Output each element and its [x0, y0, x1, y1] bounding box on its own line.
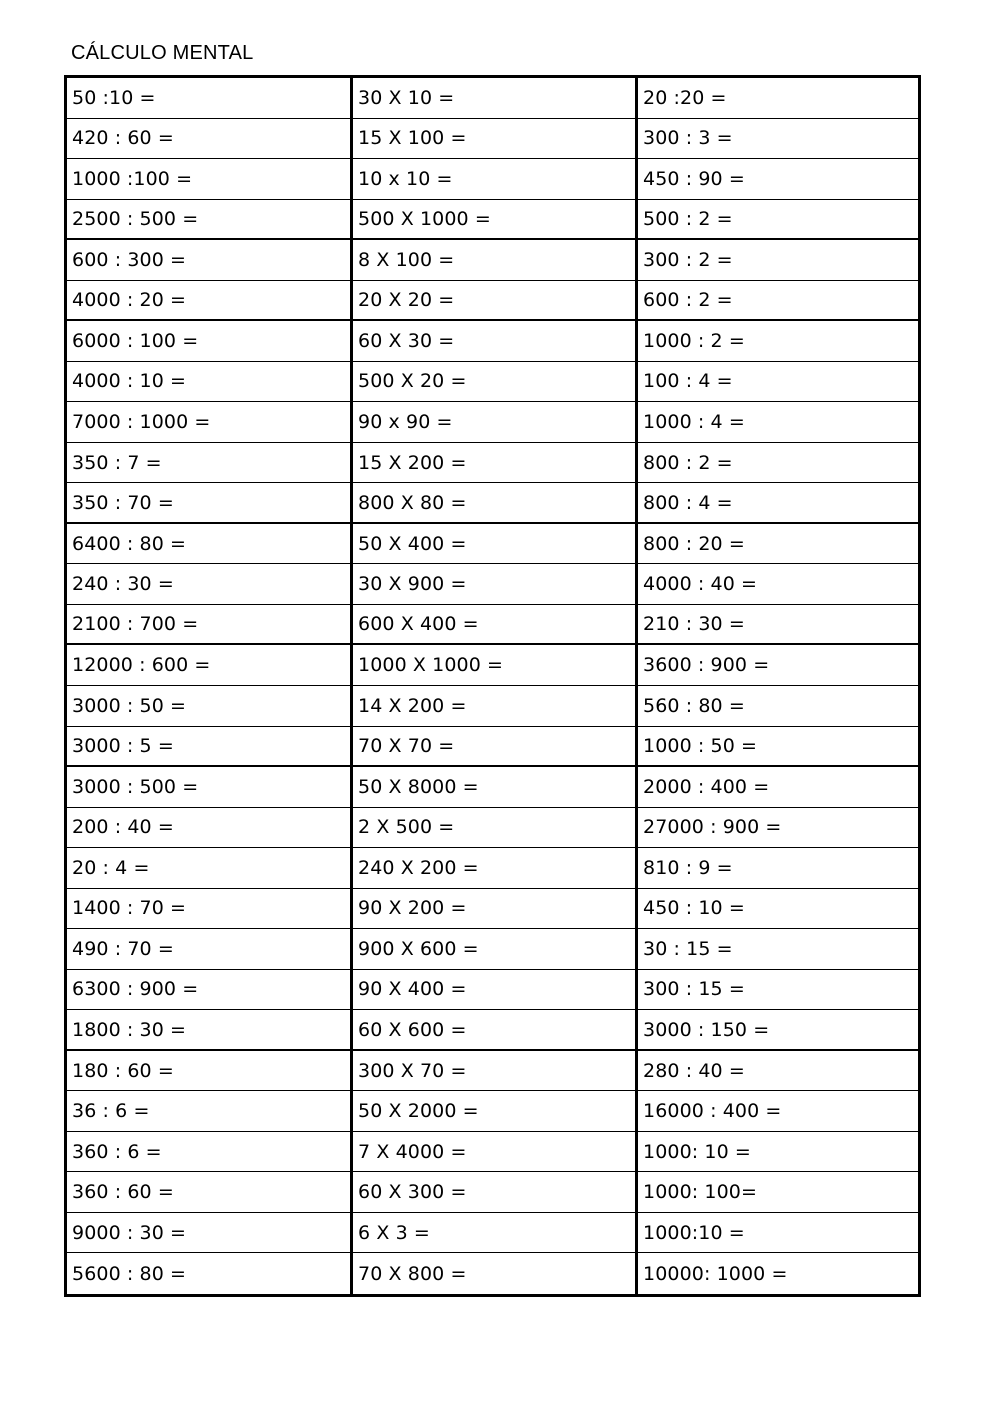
exercise-cell: 90 X 200 = — [353, 889, 635, 930]
exercise-cell: 6300 : 900 = — [67, 970, 350, 1011]
exercise-cell: 6 X 3 = — [353, 1213, 635, 1254]
exercise-table — [64, 75, 921, 1297]
exercise-cell: 20 : 4 = — [67, 848, 350, 889]
exercise-cell: 8 X 100 = — [353, 240, 635, 281]
exercise-cell: 1000: 100= — [638, 1172, 921, 1213]
exercise-cell: 60 X 30 = — [353, 321, 635, 362]
exercise-cell: 6400 : 80 = — [67, 524, 350, 565]
exercise-cell: 1000:10 = — [638, 1213, 921, 1254]
exercise-cell: 50 X 8000 = — [353, 767, 635, 808]
exercise-cell: 350 : 7 = — [67, 443, 350, 484]
exercise-cell: 450 : 10 = — [638, 889, 921, 930]
exercise-cell: 3000 : 50 = — [67, 686, 350, 727]
exercise-cell: 30 X 10 = — [353, 78, 635, 119]
exercise-cell: 810 : 9 = — [638, 848, 921, 889]
exercise-cell: 600 : 2 = — [638, 281, 921, 322]
exercise-cell: 100 : 4 = — [638, 362, 921, 403]
exercise-cell: 70 X 800 = — [358, 1262, 467, 1285]
exercise-cell: 27000 : 900 = — [638, 808, 921, 849]
exercise-cell: 1000 : 4 = — [638, 402, 921, 443]
exercise-cell: 360 : 60 = — [67, 1172, 350, 1213]
exercise-cell: 4000 : 40 = — [638, 564, 921, 605]
exercise-cell: 2100 : 700 = — [67, 605, 350, 646]
exercise-cell: 60 X 600 = — [353, 1010, 635, 1051]
exercise-cell: 900 X 600 = — [353, 929, 635, 970]
exercise-cell: 560 : 80 = — [638, 686, 921, 727]
exercise-cell: 7000 : 1000 = — [67, 402, 350, 443]
exercise-cell: 1000 :100 = — [67, 159, 350, 200]
page-title: CÁLCULO MENTAL — [71, 42, 254, 64]
exercise-cell: 240 : 30 = — [67, 564, 350, 605]
exercise-cell: 600 X 400 = — [353, 605, 635, 646]
exercise-cell: 2500 : 500 = — [67, 200, 350, 241]
exercise-cell: 60 X 300 = — [353, 1172, 635, 1213]
exercise-cell: 4000 : 10 = — [67, 362, 350, 403]
exercise-cell: 20 X 20 = — [353, 281, 635, 322]
exercise-cell: 50 X 2000 = — [353, 1091, 635, 1132]
exercise-cell: 10000: 1000 = — [643, 1262, 788, 1285]
exercise-cell: 300 : 2 = — [638, 240, 921, 281]
exercise-cell: 4000 : 20 = — [67, 281, 350, 322]
exercise-cell: 14 X 200 = — [353, 686, 635, 727]
exercise-cell: 50 :10 = — [67, 78, 350, 119]
exercise-cell: 800 : 4 = — [638, 483, 921, 524]
exercise-cell: 9000 : 30 = — [67, 1213, 350, 1254]
exercise-cell: 70 X 70 = — [353, 727, 635, 768]
exercise-cell: 10 x 10 = — [353, 159, 635, 200]
exercise-cell: 240 X 200 = — [353, 848, 635, 889]
exercise-cell: 300 : 3 = — [638, 119, 921, 160]
exercise-cell: 500 X 20 = — [353, 362, 635, 403]
exercise-cell: 30 : 15 = — [638, 929, 921, 970]
exercise-cell: 16000 : 400 = — [638, 1091, 921, 1132]
exercise-cell: 3000 : 5 = — [67, 727, 350, 768]
exercise-cell: 800 X 80 = — [353, 483, 635, 524]
exercise-cell: 1000 : 50 = — [638, 727, 921, 768]
exercise-cell: 2000 : 400 = — [638, 767, 921, 808]
exercise-cell: 3600 : 900 = — [638, 645, 921, 686]
exercise-cell: 6000 : 100 = — [67, 321, 350, 362]
exercise-cell: 12000 : 600 = — [67, 645, 350, 686]
exercise-cell: 7 X 4000 = — [353, 1132, 635, 1173]
exercise-cell: 360 : 6 = — [67, 1132, 350, 1173]
exercise-cell: 600 : 300 = — [67, 240, 350, 281]
exercise-cell: 420 : 60 = — [67, 119, 350, 160]
exercise-cell: 500 : 2 = — [638, 200, 921, 241]
exercise-cell: 2 X 500 = — [353, 808, 635, 849]
exercise-cell: 15 X 200 = — [353, 443, 635, 484]
exercise-cell: 210 : 30 = — [638, 605, 921, 646]
exercise-cell: 90 X 400 = — [353, 970, 635, 1011]
exercise-cell: 800 : 20 = — [638, 524, 921, 565]
exercise-cell: 200 : 40 = — [67, 808, 350, 849]
exercise-cell: 450 : 90 = — [638, 159, 921, 200]
exercise-cell: 15 X 100 = — [353, 119, 635, 160]
exercise-cell: 20 :20 = — [638, 78, 921, 119]
exercise-cell: 300 : 15 = — [638, 970, 921, 1011]
exercise-cell: 490 : 70 = — [67, 929, 350, 970]
exercise-cell: 300 X 70 = — [353, 1051, 635, 1092]
exercise-cell: 1400 : 70 = — [67, 889, 350, 930]
exercise-cell: 90 x 90 = — [353, 402, 635, 443]
exercise-cell: 5600 : 80 = — [72, 1262, 187, 1285]
exercise-cell: 500 X 1000 = — [353, 200, 635, 241]
exercise-cell: 3000 : 150 = — [638, 1010, 921, 1051]
exercise-cell: 350 : 70 = — [67, 483, 350, 524]
exercise-cell: 1000: 10 = — [638, 1132, 921, 1173]
exercise-cell: 30 X 900 = — [353, 564, 635, 605]
exercise-cell: 180 : 60 = — [67, 1051, 350, 1092]
exercise-cell: 280 : 40 = — [638, 1051, 921, 1092]
exercise-cell: 1800 : 30 = — [67, 1010, 350, 1051]
exercise-cell: 1000 X 1000 = — [353, 645, 635, 686]
exercise-cell: 1000 : 2 = — [638, 321, 921, 362]
exercise-cell: 3000 : 500 = — [67, 767, 350, 808]
exercise-cell: 50 X 400 = — [353, 524, 635, 565]
exercise-cell: 800 : 2 = — [638, 443, 921, 484]
exercise-cell: 36 : 6 = — [67, 1091, 350, 1132]
